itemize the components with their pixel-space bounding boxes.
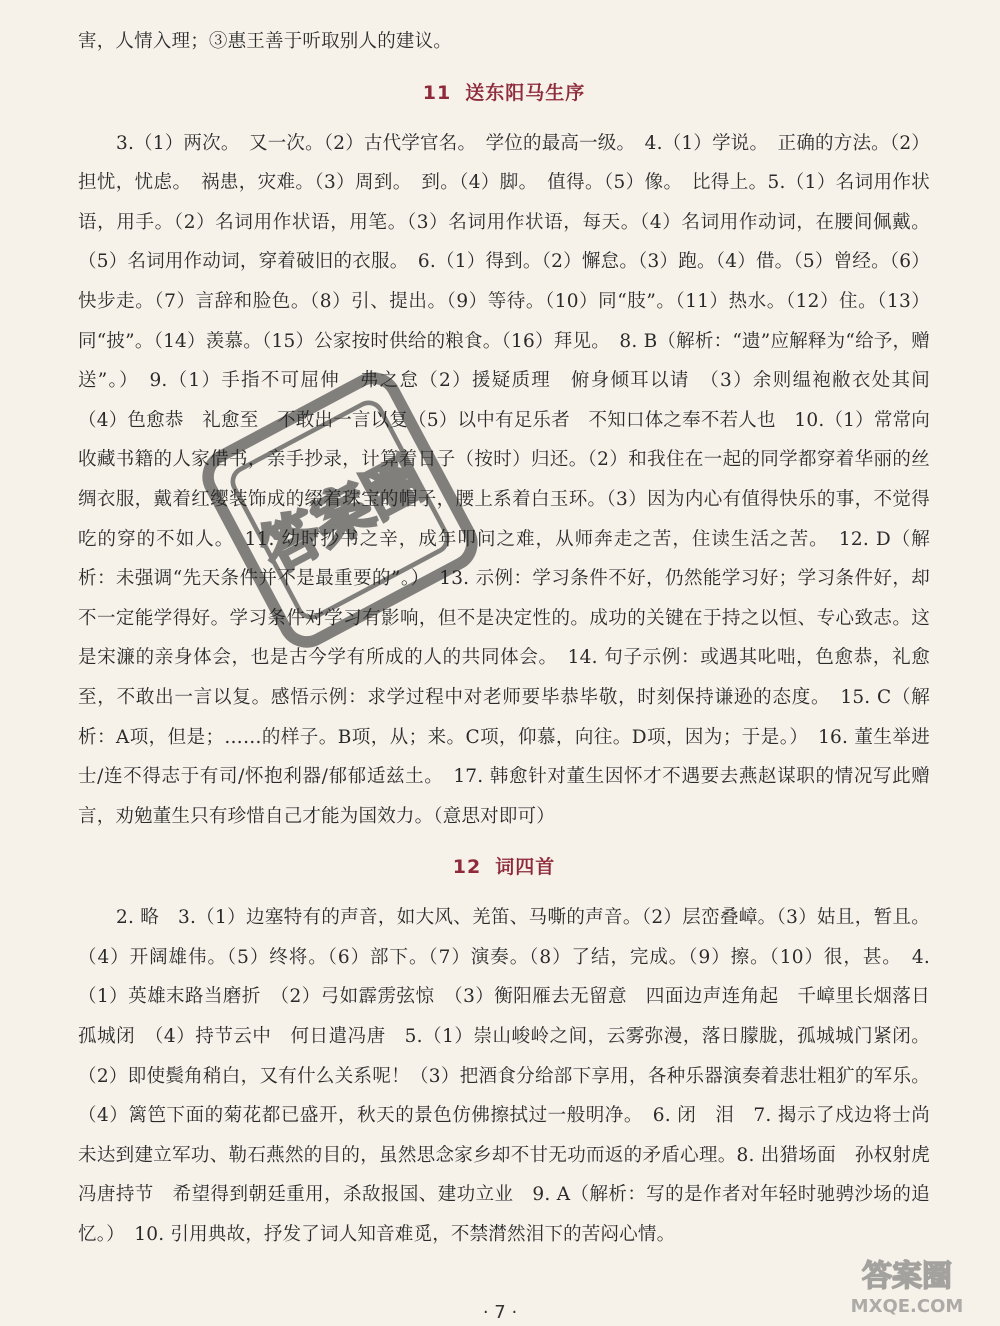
site-logo (832, 1250, 982, 1318)
logo-url-text: MXQE.COM (850, 1296, 964, 1317)
section-number: 12 (452, 856, 482, 879)
section-heading-11 (78, 62, 930, 124)
page-number: · 7 · (482, 1302, 518, 1323)
section-title: 送东阳马生序 (465, 81, 586, 104)
section-11-answers: 3.（1）两次。 又一次。（2）古代学官名。 学位的最高一级。 4.（1）学说。 正确的方法。（2）担忧，忧虑。 祸患，灾难。（3）周到。 到。（4）脚。 值得。（5）像。 比得上。5.（1）名词用作状语，用手。（2）名词用作状语，用笔。（3）名词用作状语，每天。（4）名词用作动词，在腰间佩戴。（5）名词用作动词，穿着破旧的衣服。 6.（1）得到。（2）懈怠。（3）跑。（4）借。（5）曾经。（6）快步走。（7）言辞和脸色。（8）引、提出。（9）等待。（10）同“肢”。（11）热水。（12）住。（13）同“披”。（14）羡慕。（15）公家按时供给的粮食。（16）拜见。 8. B（解析：“遗”应解释为“给予，赠送”。） 9.（1）手指不可屈伸 弗之怠（2）援疑质理 俯身倾耳以请 （3）余则缊袍敝衣处其间 （4）色愈恭 礼愈至 不敢出一言以复（5）以中有足乐者 不知口体之奉不若人也 10.（1）常常向收藏书籍的人家借书，亲手抄录，计算着日子（按时）归还。（2）和我住在一起的同学都穿着华丽的丝绸衣服，戴着红缨装饰成的缀着珠宝的帽子，腰上系着白玉环。（3）因为内心有值得快乐的事，不觉得吃的穿的不如人。 11. 幼时抄书之辛，成年叩问之难，从师奔走之苦，住读生活之苦。 12. D（解析：未强调“先天条件并不是最重要的”。） 13. 示例：学习条件不好，仍然能学习好；学习条件好，却不一定能学得好。学习条件对学习有影响，但不是决定性的。成功的关键在于持之以恒、专心致志。这是宋濂的亲身体会，也是古今学有所成的人的共同体会。 14. 句子示例：或遇其叱咄，色愈恭，礼愈至，不敢出一言以复。感悟示例：求学过程中对老师要毕恭毕敬，时刻保持谦逊的态度。 15. C（解析：A项，但是；……的样子。B项，从；来。C项，仰慕，向往。D项，因为；于是。） 16. 董生举进士/连不得志于有司/怀抱利器/郁郁适兹土。 17. 韩愈针对董生因怀才不遇要去燕赵谋职的情况写此赠言，劝勉董生只有珍惜自己才能为国效力。（意思对即可） (78, 132, 949, 827)
section-title: 词四首 (495, 856, 556, 879)
section-heading-12 (78, 836, 930, 898)
watermark-text: 答案圈 (250, 445, 435, 586)
section-number: 11 (422, 81, 452, 104)
continued-text: 害，人情入理；③惠王善于听取别人的建议。 (78, 31, 453, 52)
logo-main-text: 答案圈 (862, 1259, 952, 1294)
section-12-answers: 2. 略 3.（1）边塞特有的声音，如大风、羌笛、马嘶的声音。（2）层峦叠嶂。（3）姑且，暂且。（4）开阔雄伟。（5）终将。（6）部下。（7）演奏。（8）了结，完成。（9）擦。（10）很，甚。 4.（1）英雄末路当磨折 （2）弓如霹雳弦惊 （3）衡阳雁去无留意 四面边声连角起 千嶂里长烟落日孤城闭 （4）持节云中 何日遣冯唐 5.（1）崇山峻岭之间，云雾弥漫，落日朦胧，孤城城门紧闭。（2）即使鬓角稍白，又有什么关系呢！（3）把酒食分给部下享用，各种乐器演奏着悲壮粗犷的军乐。（4）篱笆下面的菊花都已盛开，秋天的景色仿佛擦拭过一般明净。 6. 闭 泪 7. 揭示了戍边将士尚未达到建立军功、勒石燕然的目的，虽然思念家乡却不甘无功而返的矛盾心理。8. 出猎场面 孙权射虎 冯唐持节 希望得到朝廷重用，杀敌报国、建功立业 9. A（解析：写的是作者对年轻时驰骋沙场的追忆。） 10. 引用典故，抒发了词人知音难觅，不禁潸然泪下的苦闷心情。 (78, 907, 949, 1246)
